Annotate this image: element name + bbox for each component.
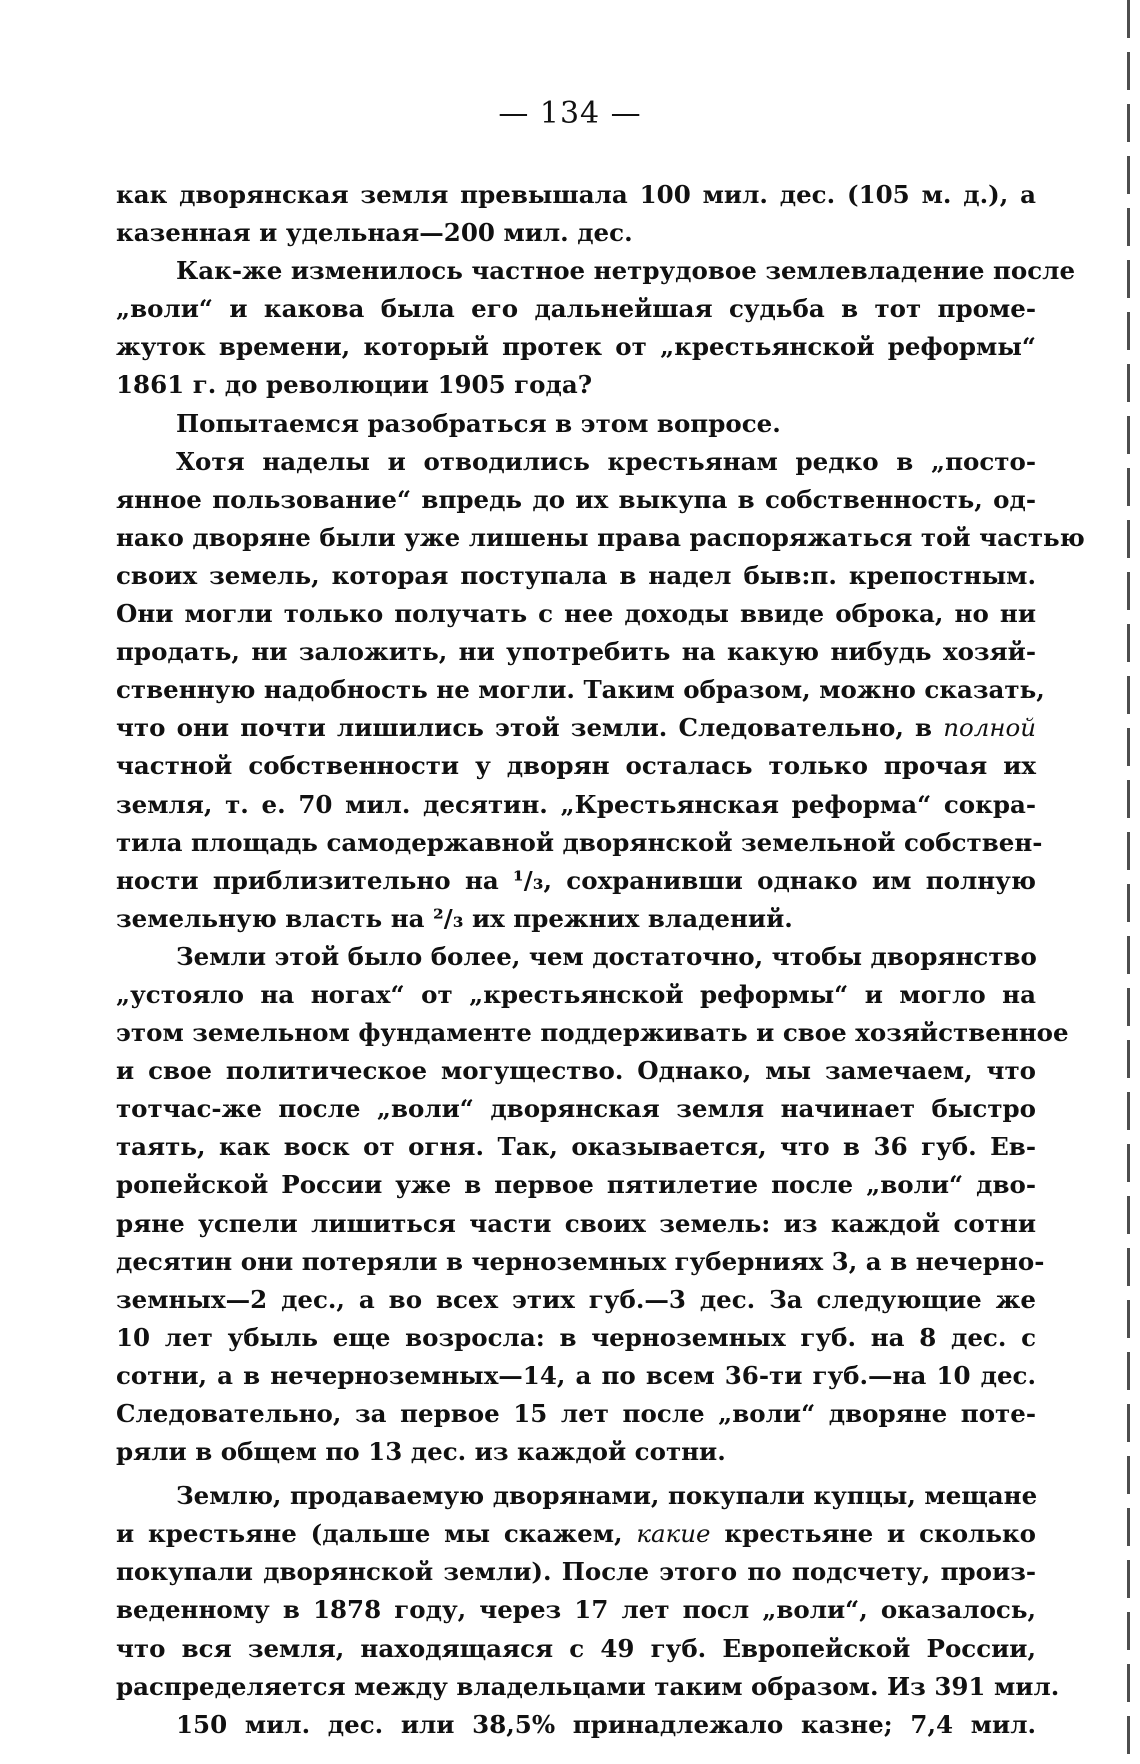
text-line: веденному в 1878 году, через 17 лет посл „воли“, оказалось,: [116, 1595, 1036, 1625]
text-line: 150 мил. дес. или 38,5% принадлежало казне; 7,4 мил.: [176, 1709, 1036, 1739]
text-line: 10 лет убыль еще возросла: в черноземных губ. на 8 дес. с: [116, 1322, 1036, 1352]
text-line: как дворянская земля превышала 100 мил. дес. (105 м. д.), а: [116, 180, 1036, 209]
text-line: частной собственности у дворян осталась только прочая их: [116, 751, 1036, 781]
text-line: тотчас-же после „воли“ дворянская земля начинает быстро: [116, 1094, 1036, 1124]
text-line: сотни, а в нечерноземных—14, а по всем 36-ти губ.—на 10 дес.: [116, 1360, 1036, 1390]
text-line: распределяется между владельцами таким образом. Из 391 мил.: [116, 1671, 1060, 1701]
text-line: таять, как воск от огня. Так, оказывается, что в 36 губ. Ев-: [116, 1132, 1036, 1162]
text-line: Хотя наделы и отводились крестьянам редко в „посто-: [176, 446, 1036, 476]
text-line: ственную надобность не могли. Таким образом, можно сказать,: [116, 675, 1045, 705]
text-line: Они могли только получать с нее доходы ввиде оброка, но ни: [116, 599, 1036, 629]
text-line: [116, 1515, 1036, 1553]
text-line: 1861 г. до революции 1905 года?: [116, 370, 593, 400]
text-line: Земли этой было более, чем достаточно, чтобы дворянство: [176, 941, 1037, 971]
text-line: своих земель, которая поступала в надел быв:п. крепостным.: [116, 560, 1036, 590]
text-line: нако дворяне были уже лишены права распоряжаться той частью: [116, 522, 1085, 552]
text-line: этом земельном фундаменте поддерживать и свое хозяйственное: [116, 1018, 1069, 1048]
body-text: [116, 176, 1085, 1744]
text-line: десятин они потеряли в черноземных губерниях 3, а в нечерно-: [116, 1246, 1045, 1276]
text-line: ности приблизительно на ¹/₃, сохранивши однако им полную: [116, 865, 1036, 895]
text-line: Следовательно, за первое 15 лет после „воли“ дворяне поте-: [116, 1399, 1036, 1428]
text-line: продать, ни заложить, ни употребить на какую нибудь хозяй-: [116, 637, 1036, 667]
scan-edge-shadow: [1127, 0, 1130, 1764]
text-line: казенная и удельная—200 мил. дес.: [116, 218, 633, 248]
text-line: янное пользование“ впредь до их выкупа в собственность, од-: [116, 484, 1036, 514]
text-line-part: и крестьяне (дальше мы скажем,: [116, 1519, 623, 1549]
text-line: тила площадь самодержавной дворянской земельной собствен-: [116, 827, 1043, 857]
text-line-part: крестьяне и сколько: [724, 1519, 1036, 1549]
text-line-part: что они почти лишились этой земли. Следовательно, в: [116, 713, 933, 743]
text-line: земля, т. е. 70 мил. десятин. „Крестьянская реформа“ сокра-: [116, 789, 1036, 819]
italic-word: какие: [636, 1519, 711, 1549]
text-line: что вся земля, находящаяся с 49 губ. Европейской России,: [116, 1633, 1036, 1663]
text-line: „устояло на ногах“ от „крестьянской реформы“ и могло на: [116, 979, 1036, 1009]
italic-word: полной: [943, 713, 1036, 743]
text-line: [116, 709, 1036, 747]
text-line: жуток времени, который протек от „крестьянской реформы“: [116, 332, 1036, 362]
text-line: Попытаемся разобраться в этом вопросе.: [176, 408, 781, 438]
text-line: Землю, продаваемую дворянами, покупали купцы, мещане: [176, 1481, 1038, 1511]
text-line: Как-же изменилось частное нетрудовое землевладение после: [176, 256, 1076, 286]
text-line: покупали дворянской земли). После этого по подсчету, произ-: [116, 1557, 1036, 1587]
text-line: земных—2 дес., а во всех этих губ.—3 дес. За следующие же: [116, 1284, 1036, 1314]
text-line: „воли“ и какова была его дальнейшая судьба в тот проме-: [116, 294, 1036, 324]
text-line: ропейской России уже в первое пятилетие после „воли“ дво-: [116, 1170, 1036, 1200]
text-line: земельную власть на ²/₃ их прежних владений.: [116, 903, 793, 933]
text-line: ряне успели лишиться части своих земель: из каждой сотни: [116, 1208, 1036, 1238]
text-line: ряли в общем по 13 дес. из каждой сотни.: [116, 1437, 726, 1467]
page-number: — 134 —: [498, 96, 642, 131]
text-line: и свое политическое могущество. Однако, мы замечаем, что: [116, 1056, 1036, 1086]
